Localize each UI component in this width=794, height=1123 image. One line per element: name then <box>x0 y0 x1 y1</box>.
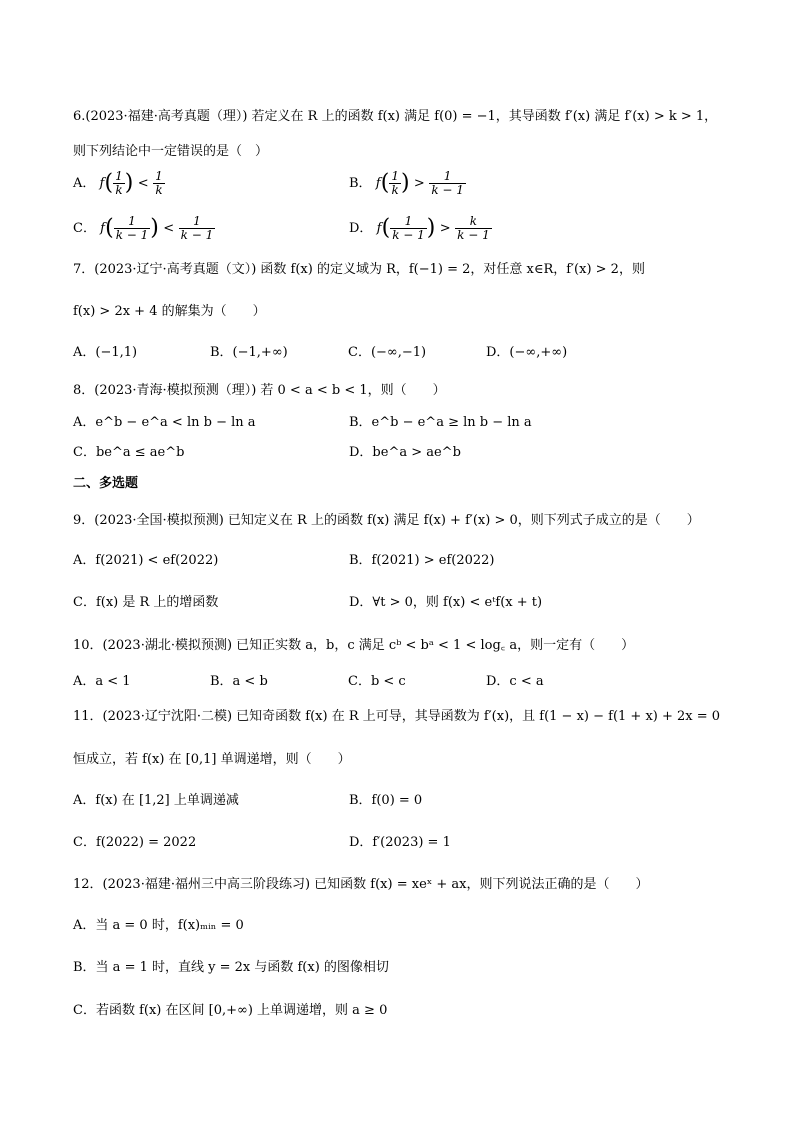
q9-option-b[interactable]: B．f(2021) > ef(2022) <box>349 553 495 568</box>
q10-option-c[interactable]: C．b < c <box>348 674 406 689</box>
q7-stem-line1: 7．(2023·辽宁·高考真题（文）) 函数 f(x) 的定义域为 R，f(−1) = 2，对任意 x∈R，f′(x) > 2，则 <box>73 262 645 277</box>
q6-option-d-label: D． <box>349 221 373 236</box>
q10-option-b[interactable]: B．a < b <box>210 674 268 689</box>
q6-option-c-label: C． <box>73 221 96 236</box>
q7-option-b[interactable]: B．(−1,+∞) <box>210 345 288 360</box>
q10-option-d[interactable]: D．c < a <box>486 674 544 689</box>
q8-option-c[interactable]: C．be^a ≤ ae^b <box>73 445 185 460</box>
q6-option-b[interactable]: B． f( $\frac{1}{k}$ ) > $\frac{1}{k - 1}$ <box>349 169 464 197</box>
q9-option-a[interactable]: A．f(2021) < ef(2022) <box>73 553 219 568</box>
q6-option-a-label: A． <box>73 176 96 191</box>
q12-stem: 12．(2023·福建·福州三中高三阶段练习) 已知函数 f(x) = xeˣ + ax，则下列说法正确的是（ ） <box>73 877 649 892</box>
q6-option-d[interactable]: D． f( $\frac{1}{k - 1}$ ) > $\frac{k}{k - 1}$ <box>349 214 490 242</box>
q6-option-c[interactable]: C． f( $\frac{1}{k - 1}$ ) < $\frac{1}{k - 1}$ <box>73 214 214 242</box>
q12-option-a[interactable]: A．当 a = 0 时，f(x)ₘᵢₙ = 0 <box>73 918 244 933</box>
q9-option-d[interactable]: D．∀t > 0，则 f(x) < eᵗf(x + t) <box>349 595 543 610</box>
q12-option-c[interactable]: C．若函数 f(x) 在区间 [0,+∞) 上单调递增，则 a ≥ 0 <box>73 1003 388 1018</box>
q11-stem-line2: 恒成立，若 f(x) 在 [0,1] 单调递增，则（ ） <box>73 752 351 767</box>
q9-stem: 9．(2023·全国·模拟预测) 已知定义在 R 上的函数 f(x) 满足 f(x) + f′(x) > 0，则下列式子成立的是（ ） <box>73 513 700 528</box>
q6-option-a[interactable]: A． f( $\frac{1}{k}$ ) < $\frac{1}{k}$ <box>73 169 163 197</box>
q7-option-a[interactable]: A．(−1,1) <box>73 345 138 360</box>
q8-option-a[interactable]: A．e^b − e^a < ln b − ln a <box>73 415 256 430</box>
q11-option-b[interactable]: B．f(0) = 0 <box>349 793 423 808</box>
section-title-multiple-choice: 二、多选题 <box>73 476 139 491</box>
q10-stem: 10．(2023·湖北·模拟预测) 已知正实数 a，b，c 满足 cᵇ < bᵃ < 1 < log꜀ a，则一定有（ ） <box>73 638 635 653</box>
q7-stem-line2: f(x) > 2x + 4 的解集为（ ） <box>73 304 266 319</box>
q10-option-a[interactable]: A．a < 1 <box>73 674 131 689</box>
q11-option-a[interactable]: A．f(x) 在 [1,2] 上单调递减 <box>73 793 239 808</box>
q12-option-b[interactable]: B．当 a = 1 时，直线 y = 2x 与函数 f(x) 的图像相切 <box>73 960 389 975</box>
q6-option-b-label: B． <box>349 176 372 191</box>
q11-stem-line1: 11．(2023·辽宁沈阳·二模) 已知奇函数 f(x) 在 R 上可导，其导函数为 f′(x)，且 f(1 − x) − f(1 + x) + 2x = 0 <box>73 709 721 724</box>
q6-stem-line1: 6.(2023·福建·高考真题（理）) 若定义在 R 上的函数 f(x) 满足 f(0) = −1，其导函数 f′(x) 满足 f′(x) > k > 1， <box>73 109 718 124</box>
q6-stem-line2: 则下列结论中一定错误的是（ ） <box>73 144 269 159</box>
q8-option-d[interactable]: D．be^a > ae^b <box>349 445 461 460</box>
q8-stem: 8．(2023·青海·模拟预测（理）) 若 0 < a < b < 1，则（ ） <box>73 383 446 398</box>
q9-option-c[interactable]: C．f(x) 是 R 上的增函数 <box>73 595 219 610</box>
q11-option-d[interactable]: D．f′(2023) = 1 <box>349 835 451 850</box>
q7-option-d[interactable]: D．(−∞,+∞) <box>486 345 568 360</box>
q7-option-c[interactable]: C．(−∞,−1) <box>348 345 427 360</box>
q8-option-b[interactable]: B．e^b − e^a ≥ ln b − ln a <box>349 415 532 430</box>
q11-option-c[interactable]: C．f(2022) = 2022 <box>73 835 197 850</box>
